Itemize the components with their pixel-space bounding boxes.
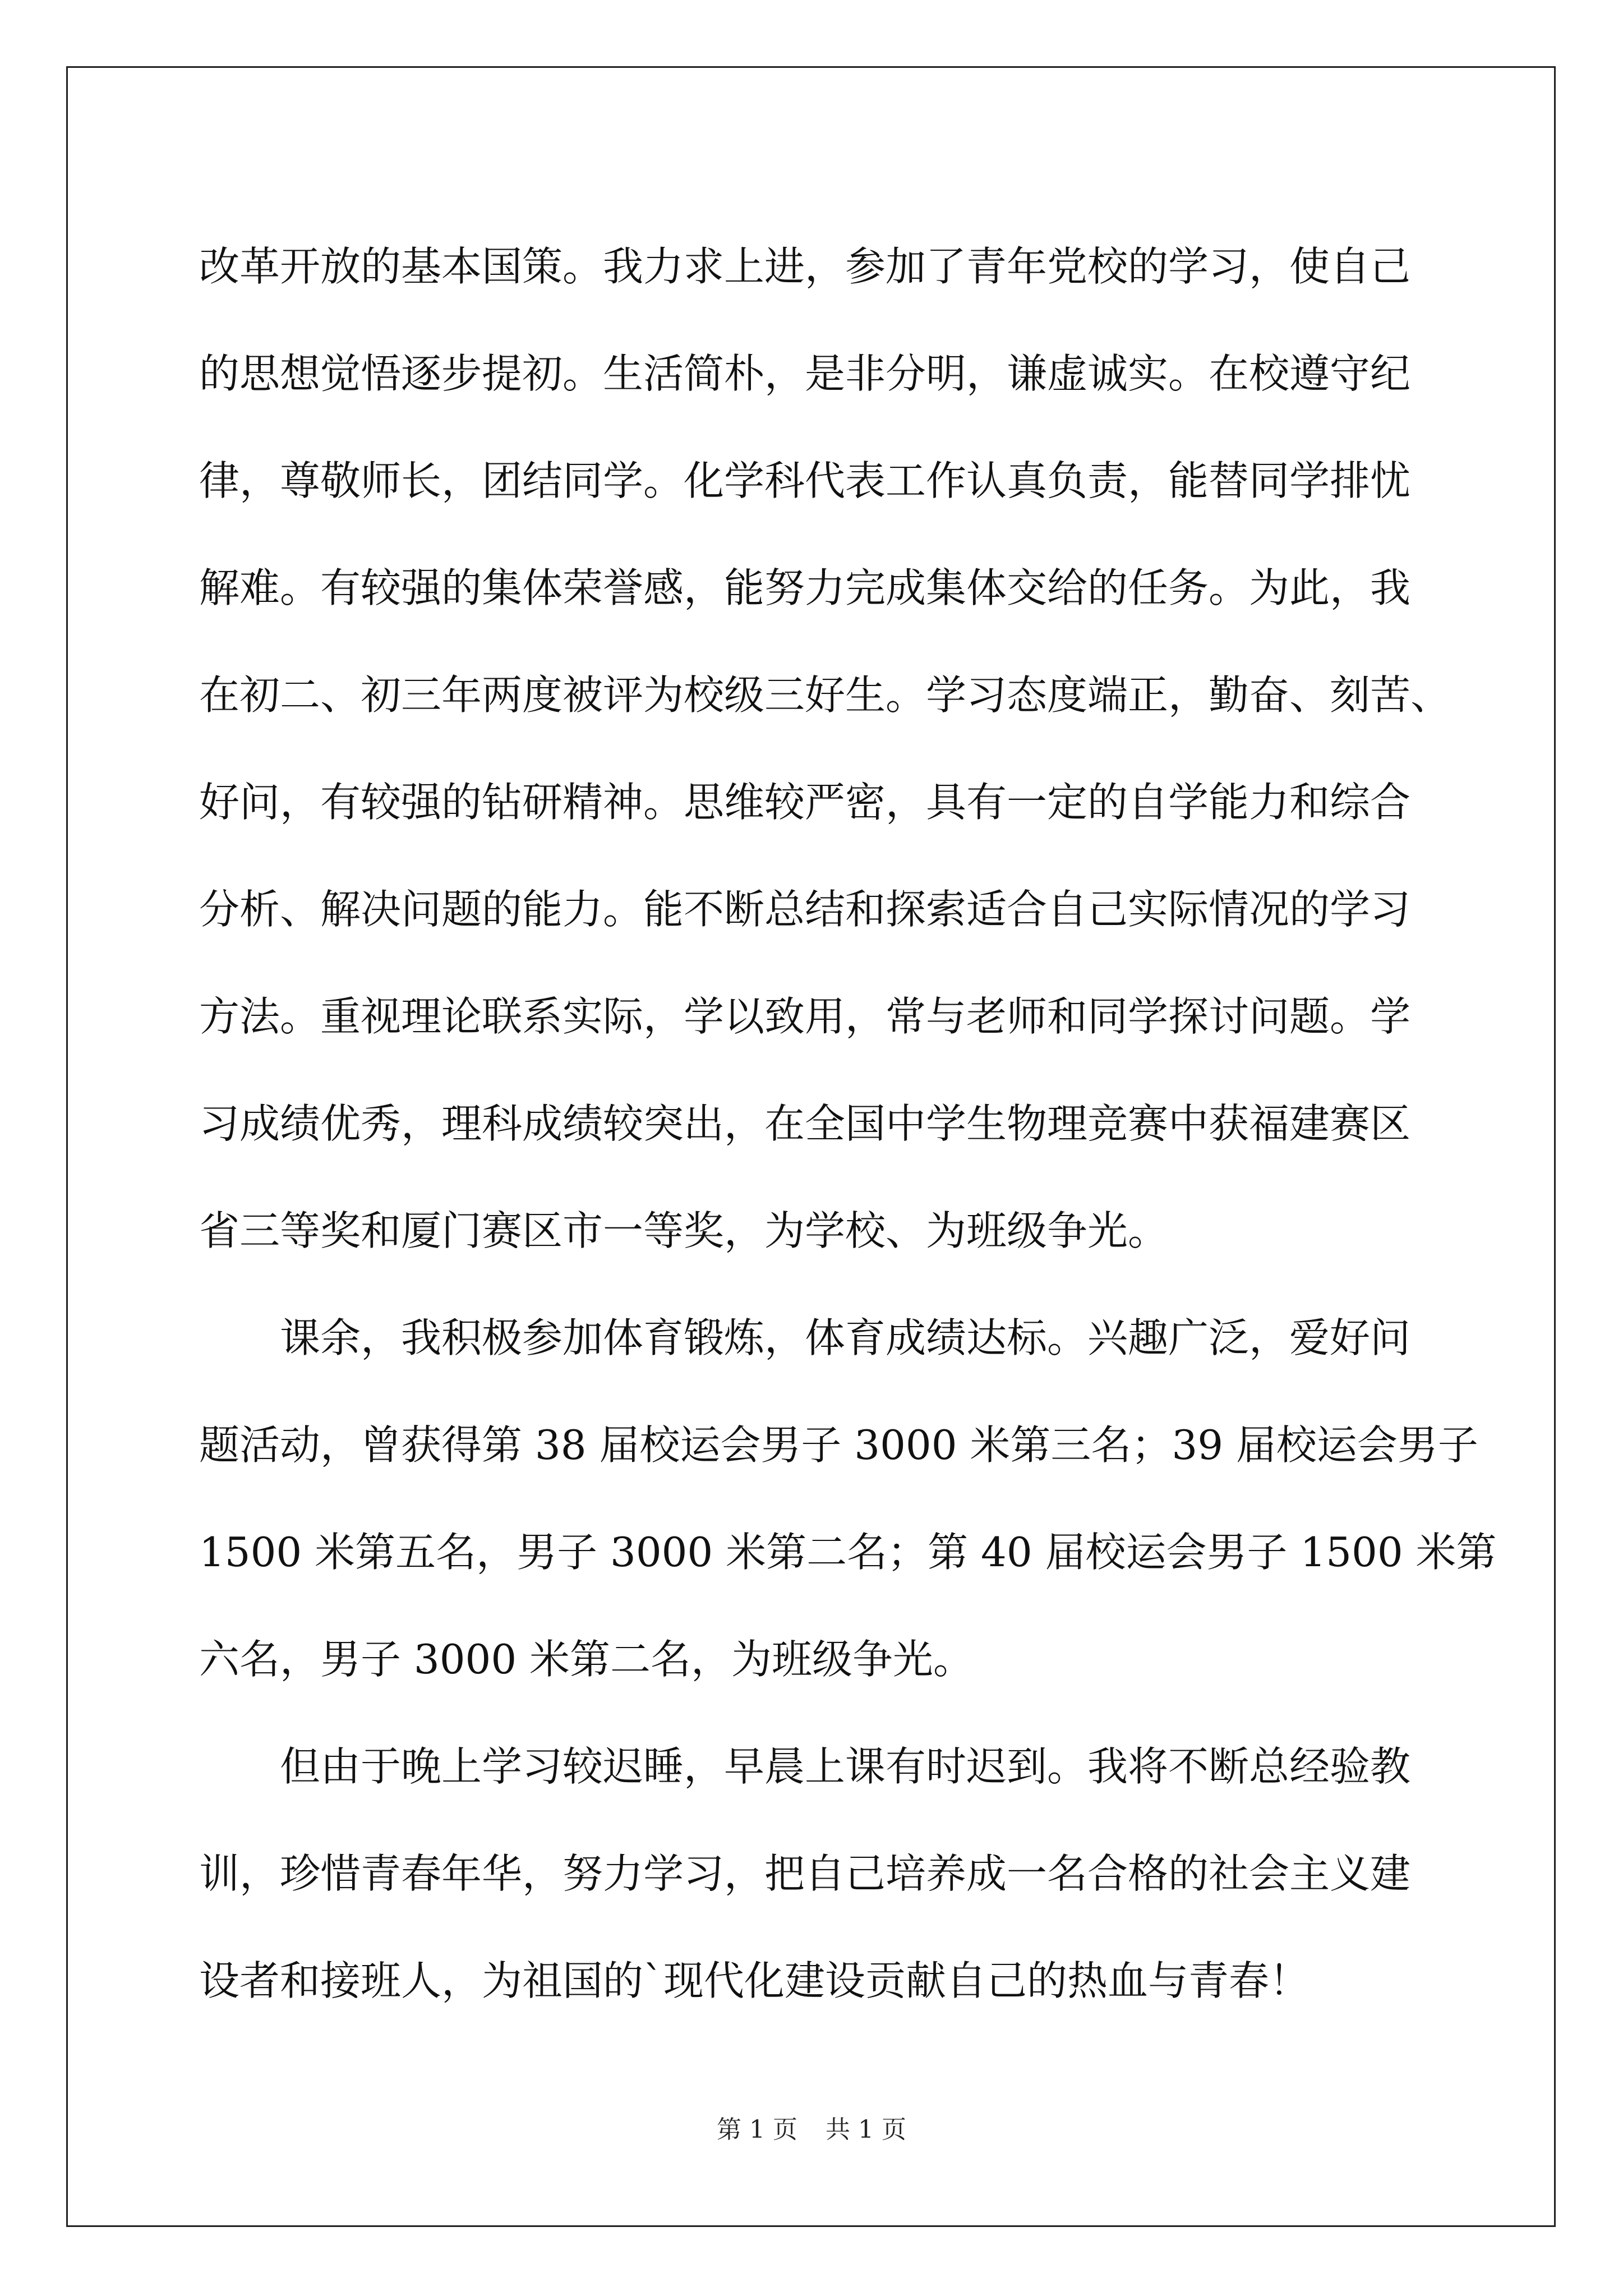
- text-line: 设者和接班人，为祖国的`现代化建设贡献自己的热血与青春！: [199, 1957, 1310, 2004]
- page-number-current: 第 1 页: [717, 2115, 797, 2144]
- text-line: 的思想觉悟逐步提初。生活简朴，是非分明，谦虚诚实。在校遵守纪: [199, 350, 1411, 397]
- text-line: 1500 米第五名，男子 3000 米第二名；第 40 届校运会男子 1500 米第: [199, 1529, 1497, 1576]
- text-line: 在初二、初三年两度被评为校级三好生。学习态度端正，勤奋、刻苦、: [199, 671, 1451, 719]
- text-line: 习成绩优秀，理科成绩较突出，在全国中学生物理竞赛中获福建赛区: [199, 1100, 1411, 1147]
- text-line: 课余，我积极参加体育锻炼，体育成绩达标。兴趣广泛，爱好问: [199, 1314, 1411, 1361]
- text-line: 方法。重视理论联系实际，学以致用，常与老师和同学探讨问题。学: [199, 993, 1411, 1040]
- text-line: 六名，男子 3000 米第二名，为班级争光。: [199, 1636, 974, 1683]
- text-line: 但由于晚上学习较迟睡，早晨上课有时迟到。我将不断总经验教: [199, 1743, 1411, 1790]
- page-footer: [0, 2109, 1623, 2145]
- text-line: 训，珍惜青春年华，努力学习，把自己培养成一名合格的社会主义建: [199, 1850, 1411, 1897]
- page-number-total: 共 1 页: [826, 2115, 906, 2144]
- text-line: 解难。有较强的集体荣誉感，能努力完成集体交给的任务。为此，我: [199, 564, 1411, 611]
- document-body: [199, 213, 1497, 2035]
- text-line: 好问，有较强的钻研精神。思维较严密，具有一定的自学能力和综合: [199, 779, 1411, 826]
- text-line: 分析、解决问题的能力。能不断总结和探索适合自己实际情况的学习: [199, 886, 1411, 933]
- text-line: 改革开放的基本国策。我力求上进，参加了青年党校的学习，使自己: [199, 243, 1411, 290]
- text-line: 律，尊敬师长，团结同学。化学科代表工作认真负责，能替同学排忧: [199, 457, 1411, 504]
- text-line: 省三等奖和厦门赛区市一等奖，为学校、为班级争光。: [199, 1207, 1169, 1254]
- text-line: 题活动，曾获得第 38 届校运会男子 3000 米第三名；39 届校运会男子: [199, 1421, 1478, 1469]
